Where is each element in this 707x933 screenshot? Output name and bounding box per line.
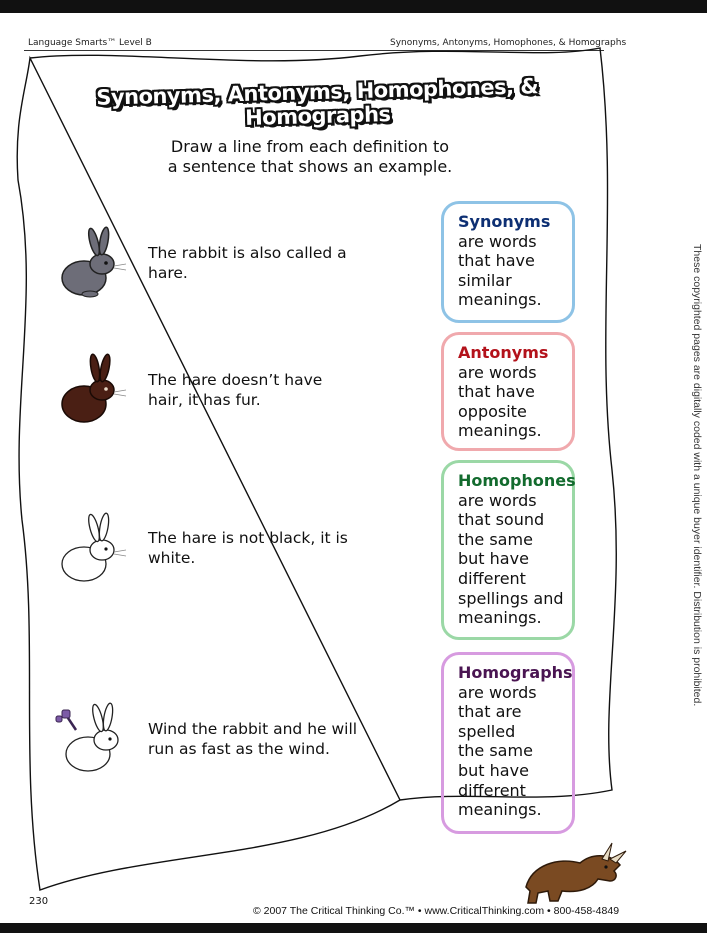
instructions-line-2: a sentence that shows an example. xyxy=(167,157,453,176)
sentence-2 xyxy=(148,370,388,410)
definition-line: meanings. xyxy=(458,608,542,628)
definition-box-synonyms xyxy=(441,201,575,323)
sentence-4-line-2: run as fast as the wind. xyxy=(148,740,330,758)
header-left: Language Smarts™ Level B xyxy=(28,38,152,48)
sentence-2-line-1: The hare doesn’t have xyxy=(148,371,323,389)
definition-line: are words xyxy=(458,231,537,251)
definition-box-homophones xyxy=(441,460,575,640)
definition-line: spellings and xyxy=(458,588,564,608)
definition-line: similar xyxy=(458,270,512,290)
definition-line: that have xyxy=(458,382,535,402)
sentence-1-line-1: The rabbit is also called a xyxy=(148,244,347,262)
definition-line: meanings. xyxy=(458,421,542,441)
definition-term: Synonyms xyxy=(458,212,551,231)
definition-line: are words xyxy=(458,490,537,510)
sentence-2-line-2: hair, it has fur. xyxy=(148,391,261,409)
definition-line: but have xyxy=(458,549,529,569)
definition-line: that sound xyxy=(458,510,545,530)
definition-line: meanings. xyxy=(458,290,542,310)
sentence-3-line-2: white. xyxy=(148,549,196,567)
white-rabbit-icon xyxy=(50,508,130,588)
definition-line: different xyxy=(458,780,526,800)
definition-line: but have xyxy=(458,760,529,780)
definition-box-antonyms xyxy=(441,332,575,451)
header-right: Synonyms, Antonyms, Homophones, & Homographs xyxy=(390,38,627,48)
definition-line: that have xyxy=(458,251,535,271)
footer-copyright: © 2007 The Critical Thinking Co.™ • www.CriticalThinking.com • 800-458-4849 xyxy=(253,905,620,917)
definition-box-homographs xyxy=(441,652,575,834)
definition-term: Homographs xyxy=(458,663,573,682)
brown-rabbit-icon xyxy=(50,348,130,428)
page-title: Synonyms, Antonyms, Homophones, & Homographs xyxy=(95,74,539,130)
triceratops-icon xyxy=(518,835,628,905)
definition-line: different xyxy=(458,568,526,588)
definition-line: are words xyxy=(458,362,537,382)
page-number: 230 xyxy=(29,896,49,907)
definition-line: opposite xyxy=(458,401,527,421)
side-copyright-notice: These copyrighted pages are digitally coded with a unique buyer identifier. Distribution is prohibited. xyxy=(691,244,703,707)
windup-rabbit-icon xyxy=(50,700,130,780)
definition-term: Antonyms xyxy=(458,343,549,362)
sentence-1 xyxy=(148,243,388,283)
sentence-1-line-2: hare. xyxy=(148,264,188,282)
sentence-3 xyxy=(148,528,388,568)
instructions xyxy=(150,137,470,177)
definition-term: Homophones xyxy=(458,471,576,490)
sentence-3-line-1: The hare is not black, it is xyxy=(148,529,348,547)
definition-line: that are xyxy=(458,702,522,722)
instructions-line-1: Draw a line from each definition to xyxy=(170,137,450,156)
gray-rabbit-icon xyxy=(50,222,130,302)
sentence-4-line-1: Wind the rabbit and he will xyxy=(148,720,358,738)
definition-line: meanings. xyxy=(458,800,542,820)
sentence-4 xyxy=(148,719,388,759)
definition-line: spelled xyxy=(458,721,516,741)
definition-line: the same xyxy=(458,741,533,761)
definition-line: the same xyxy=(458,529,533,549)
definition-line: are words xyxy=(458,682,537,702)
